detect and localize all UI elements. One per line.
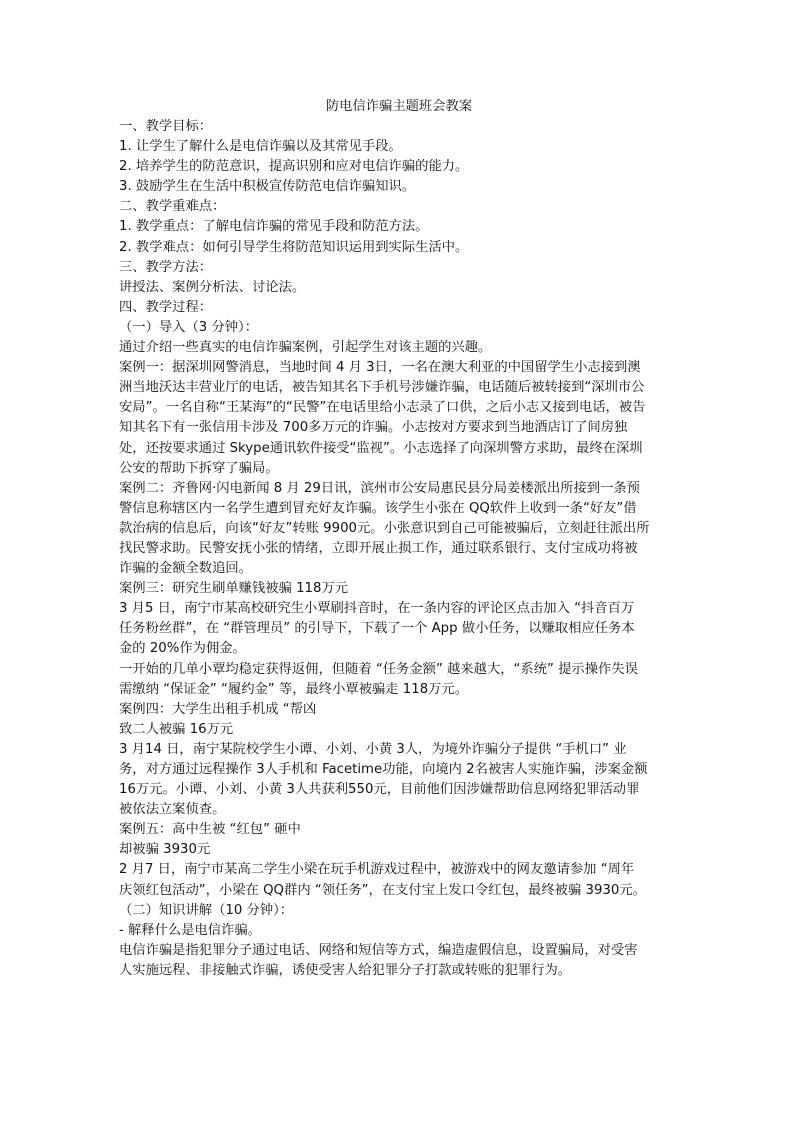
text-line: 款治病的信息后，向该“好友”转账 9900元。小张意识到自己可能被骗后，立刻赶往派出所 bbox=[119, 520, 650, 536]
text-line: 2 月7 日，南宁市某高二学生小梁在玩手机游戏过程中，被游戏中的网友邀请参加 “周年 bbox=[119, 862, 635, 878]
text-line: 通过介绍一些真实的电信诈骗案例，引起学生对该主题的兴趣。 bbox=[119, 340, 492, 356]
text-line: 警信息称辖区内一名学生遭到冒充好友诈骗。该学生小张在 QQ软件上收到一条“好友”借 bbox=[119, 500, 637, 516]
text-line: 案例一：据深圳网警消息，当地时间 4 月 3日，一名在澳大利亚的中国留学生小志接到澳 bbox=[119, 360, 641, 376]
document-title: 防电信诈骗主题班会教案 bbox=[325, 99, 473, 114]
text-line: 金的 20%作为佣金。 bbox=[119, 641, 246, 657]
text-line: 3. 鼓励学生在生活中积极宣传防范电信诈骗知识。 bbox=[119, 179, 416, 195]
text-line: （一）导入（3 分钟）： bbox=[119, 319, 259, 335]
text-line: 需缴纳 “保证金” “履约金” 等，最终小覃被骗走 118万元。 bbox=[119, 681, 469, 697]
text-line: 3 月14 日，南宁某院校学生小谭、小刘、小黄 3人，为境外诈骗分子提供 “手机口” 业 bbox=[119, 741, 627, 757]
document-lines bbox=[119, 117, 679, 981]
text-line: 知其名下有一张信用卡涉及 700多万元的诈骗。小志按对方要求到当地酒店订了间房独 bbox=[119, 420, 628, 436]
text-line: 任务粉丝群”，在 “群管理员” 的引导下，下载了一个 App 做小任务，以赚取相应任务本 bbox=[119, 621, 635, 637]
text-line: 却被骗 3930元 bbox=[119, 842, 211, 858]
text-line: 找民警求助。民警安抚小张的情绪，立即开展止损工作，通过联系银行、支付宝成功将被 bbox=[119, 540, 638, 556]
text-line: 人实施远程、非接触式诈骗，诱使受害人给犯罪分子打款或转账的犯罪行为。 bbox=[119, 962, 572, 978]
text-line: 讲授法、案例分析法、讨论法。 bbox=[119, 279, 306, 295]
text-line: 16万元。小谭、小刘、小黄 3人共获利550元，目前他们因涉嫌帮助信息网络犯罪活动罪 bbox=[119, 782, 640, 798]
text-line: 公安的帮助下拆穿了骗局。 bbox=[119, 460, 279, 476]
text-line: 一开始的几单小覃均稳定获得返佣，但随着 “任务金额” 越来越大，“系统” 提示操作失误 bbox=[119, 661, 638, 677]
text-line: 四、教学过程： bbox=[119, 299, 213, 315]
text-line: 1. 教学重点：了解电信诈骗的常见手段和防范方法。 bbox=[119, 219, 429, 235]
text-line: 案例二：齐鲁网·闪电新闻 8 月 29日讯，滨州市公安局惠民县分局姜楼派出所接到一条预 bbox=[119, 480, 640, 496]
text-line: 二、教学重难点： bbox=[119, 199, 226, 215]
text-line: 诈骗的金额全数追回。 bbox=[119, 561, 252, 577]
text-line: 安局”。一名自称“王某海”的“民警”在电话里给小志录了口供，之后小志又接到电话，被告 bbox=[119, 400, 646, 416]
text-line: 电信诈骗是指犯罪分子通过电话、网络和短信等方式，编造虚假信息，设置骗局，对受害 bbox=[119, 942, 638, 958]
text-line: 三、教学方法： bbox=[119, 259, 213, 275]
text-line: 洲当地沃达丰营业厅的电话，被告知其名下手机号涉嫌诈骗，电话随后被转接到“深圳市公 bbox=[119, 380, 645, 396]
text-line: 案例四：大学生出租手机成 “帮凶 bbox=[119, 701, 317, 717]
text-line: 3 月5 日，南宁市某高校研究生小覃刷抖音时，在一条内容的评论区点击加入 “抖音百万 bbox=[119, 601, 635, 617]
text-line: 1. 让学生了解什么是电信诈骗以及其常见手段。 bbox=[119, 139, 402, 155]
text-line: 务，对方通过远程操作 3人手机和 Facetime功能，向境内 2名被害人实施诈骗，涉案金额 bbox=[119, 762, 648, 777]
document-body bbox=[119, 96, 679, 981]
text-line: 2. 培养学生的防范意识，提高识别和应对电信诈骗的能力。 bbox=[119, 159, 469, 175]
text-line: 致二人被骗 16万元 bbox=[119, 721, 234, 737]
text-line: 2. 教学难点：如何引导学生将防范知识运用到实际生活中。 bbox=[119, 239, 469, 255]
text-line: 处，还按要求通过 Skype通讯软件接受“监视”。小志选择了向深圳警方求助，最终在深圳 bbox=[119, 440, 643, 456]
text-line: 案例三：研究生刷单赚钱被骗 118万元 bbox=[119, 581, 349, 597]
text-line: 被依法立案侦查。 bbox=[119, 802, 226, 818]
text-line: - 解释什么是电信诈骗。 bbox=[119, 922, 261, 938]
text-line: 案例五：高中生被 “红包” 砸中 bbox=[119, 822, 301, 838]
text-line: （二）知识讲解（10 分钟）： bbox=[119, 902, 294, 918]
text-line: 庆领红包活动”，小梁在 QQ群内 “领任务”，在支付宝上发口令红包，最终被骗 3930元。 bbox=[119, 882, 646, 898]
text-line: 一、教学目标： bbox=[119, 119, 213, 134]
